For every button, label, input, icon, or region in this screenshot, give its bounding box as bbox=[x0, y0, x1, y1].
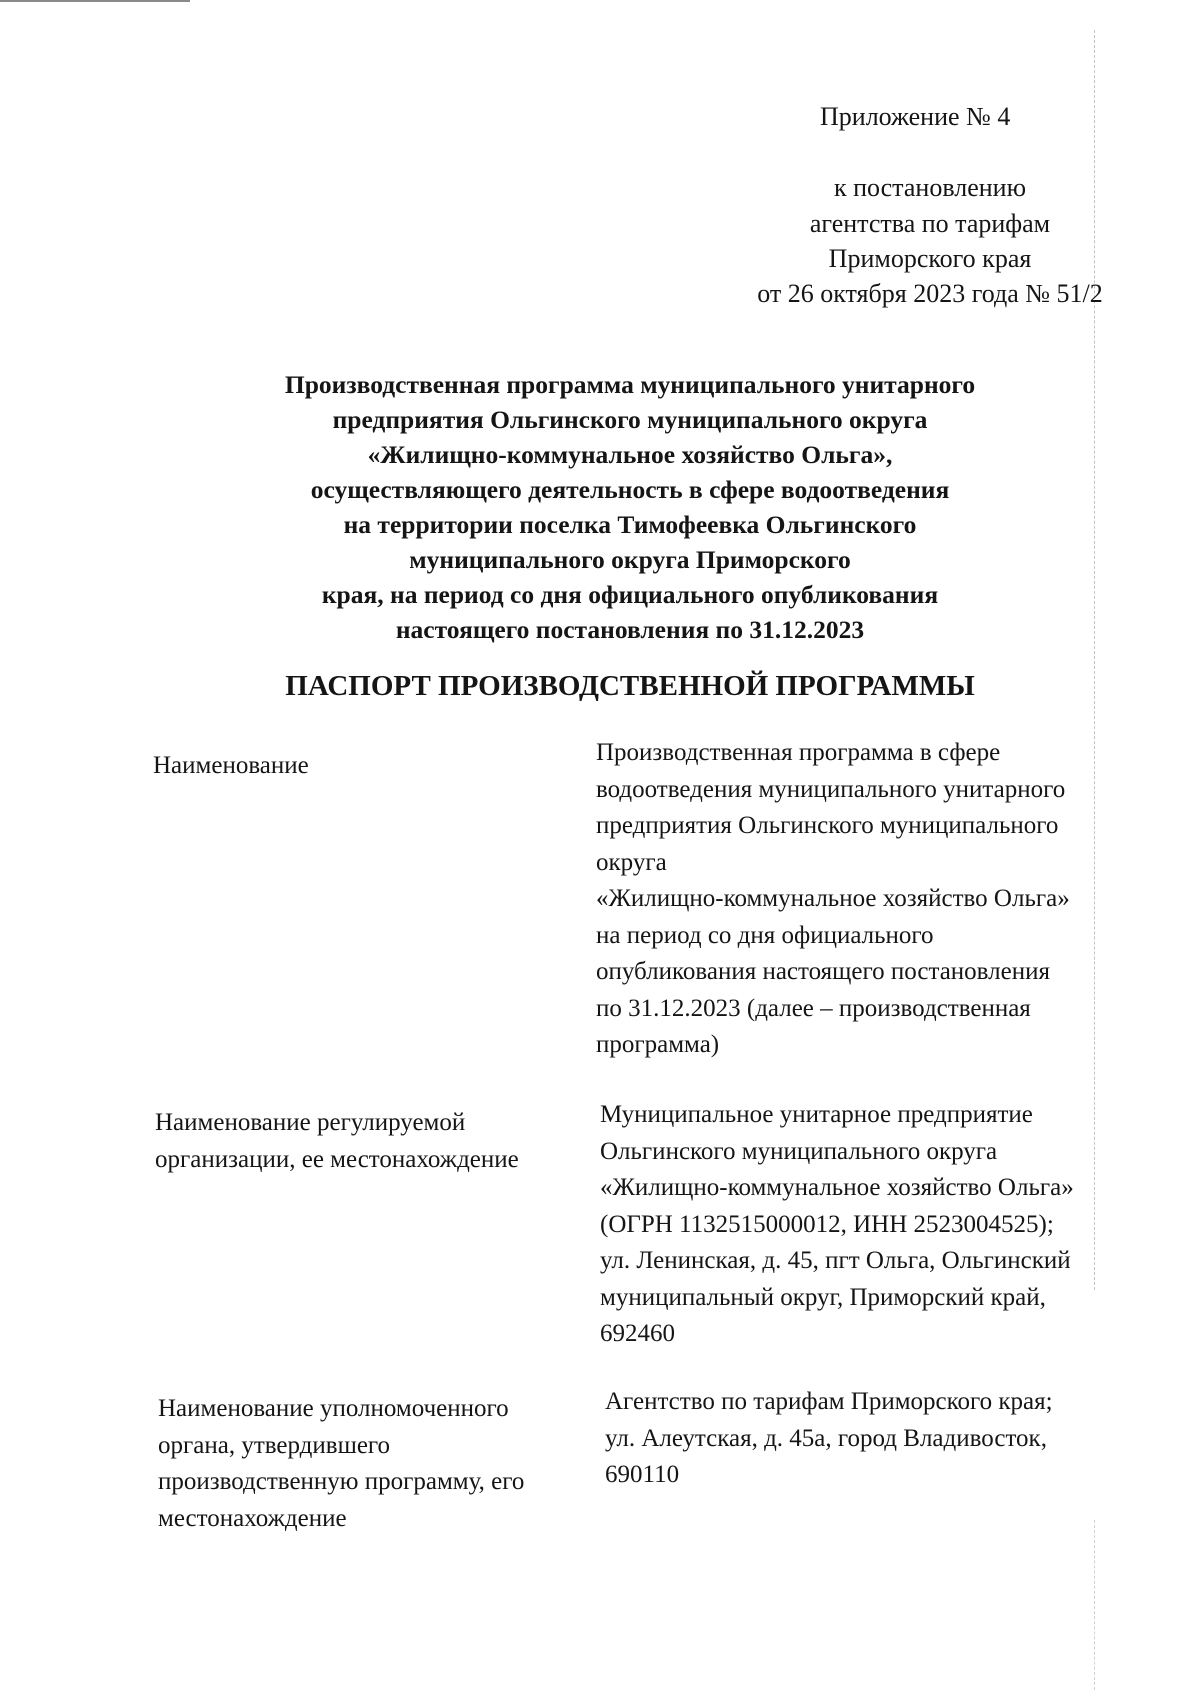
passport-value-line: (ОГРН 1132515000012, ИНН 2523004525); bbox=[600, 1210, 1054, 1238]
passport-value-line: «Жилищно-коммунальное хозяйство Ольга» bbox=[600, 1174, 1074, 1201]
program-title-line: Производственная программа муниципального унитарного bbox=[284, 370, 976, 399]
passport-value-line: Муниципальное унитарное предприятие bbox=[600, 1101, 1033, 1128]
passport-label-line: органа, утвердившего bbox=[158, 1431, 391, 1459]
passport-label-line: организации, ее местонахождение bbox=[155, 1145, 519, 1173]
passport-value-line: округа bbox=[596, 848, 667, 876]
program-title-line: предприятия Ольгинского муниципального округа bbox=[332, 405, 928, 434]
passport-heading: ПАСПОРТ ПРОИЗВОДСТВЕННОЙ ПРОГРАММЫ bbox=[285, 670, 975, 702]
passport-value-line: на период со дня официального bbox=[596, 921, 934, 949]
passport-value-line: предприятия Ольгинского муниципального bbox=[596, 812, 1059, 839]
passport-label bbox=[153, 748, 309, 785]
passport-value-line: Ольгинского муниципального округа bbox=[600, 1137, 998, 1165]
program-title-line: на территории поселка Тимофеевка Ольгинского bbox=[343, 510, 917, 539]
passport-label-line: Наименование bbox=[153, 752, 309, 779]
passport-value-line: по 31.12.2023 (далее – производственная bbox=[596, 994, 1031, 1022]
decree-line: к постановлению bbox=[833, 173, 1027, 202]
passport-label-line: Наименование регулируемой bbox=[155, 1109, 466, 1136]
passport-value-line: 690110 bbox=[605, 1461, 680, 1488]
passport-label-line: местонахождение bbox=[158, 1504, 347, 1532]
program-title bbox=[200, 367, 1060, 647]
appendix-title: Приложение № 4 bbox=[820, 102, 1011, 131]
program-title-line: настоящего постановления по 31.12.2023 bbox=[395, 615, 865, 644]
decree-line: от 26 октября 2023 года № 51/2 bbox=[757, 279, 1103, 308]
passport-value-line: муниципальный округ, Приморский край, bbox=[600, 1283, 1046, 1311]
passport-value-line: программа) bbox=[596, 1031, 720, 1058]
passport-value-line: ул. Ленинская, д. 45, пгт Ольга, Ольгинский bbox=[600, 1247, 1071, 1274]
scan-fold-line-lower bbox=[1094, 1520, 1095, 1690]
passport-label-line: Наименование уполномоченного bbox=[158, 1395, 509, 1422]
passport-value-line: опубликования настоящего постановления bbox=[596, 958, 1050, 985]
passport-value-line: 692460 bbox=[600, 1320, 675, 1347]
program-title-line: муниципального округа Приморского bbox=[409, 545, 851, 574]
passport-value bbox=[600, 1097, 1074, 1353]
passport-value bbox=[605, 1384, 1053, 1494]
passport-label-line: производственную программу, его bbox=[158, 1468, 525, 1495]
passport-value-line: «Жилищно-коммунальное хозяйство Ольга» bbox=[596, 885, 1070, 912]
scan-edge-mark bbox=[0, 0, 190, 2]
decree-line: Приморского края bbox=[828, 244, 1032, 273]
passport-value bbox=[596, 735, 1070, 1064]
passport-label bbox=[158, 1391, 524, 1537]
passport-value-line: ул. Алеутская, д. 45а, город Владивосток, bbox=[605, 1424, 1047, 1452]
program-title-line: «Жилищно-коммунальное хозяйство Ольга», bbox=[367, 440, 893, 469]
decree-line: агентства по тарифам bbox=[809, 209, 1051, 238]
passport-value-line: Производственная программа в сфере bbox=[596, 739, 1001, 766]
passport-label bbox=[155, 1105, 519, 1178]
passport-value-line: водоотведения муниципального унитарного bbox=[596, 775, 1066, 803]
passport-value-line: Агентство по тарифам Приморского края; bbox=[605, 1388, 1053, 1415]
program-title-line: осуществляющего деятельность в сфере водоотведения bbox=[310, 475, 950, 504]
program-title-line: края, на период со дня официального опубликования bbox=[321, 580, 939, 609]
